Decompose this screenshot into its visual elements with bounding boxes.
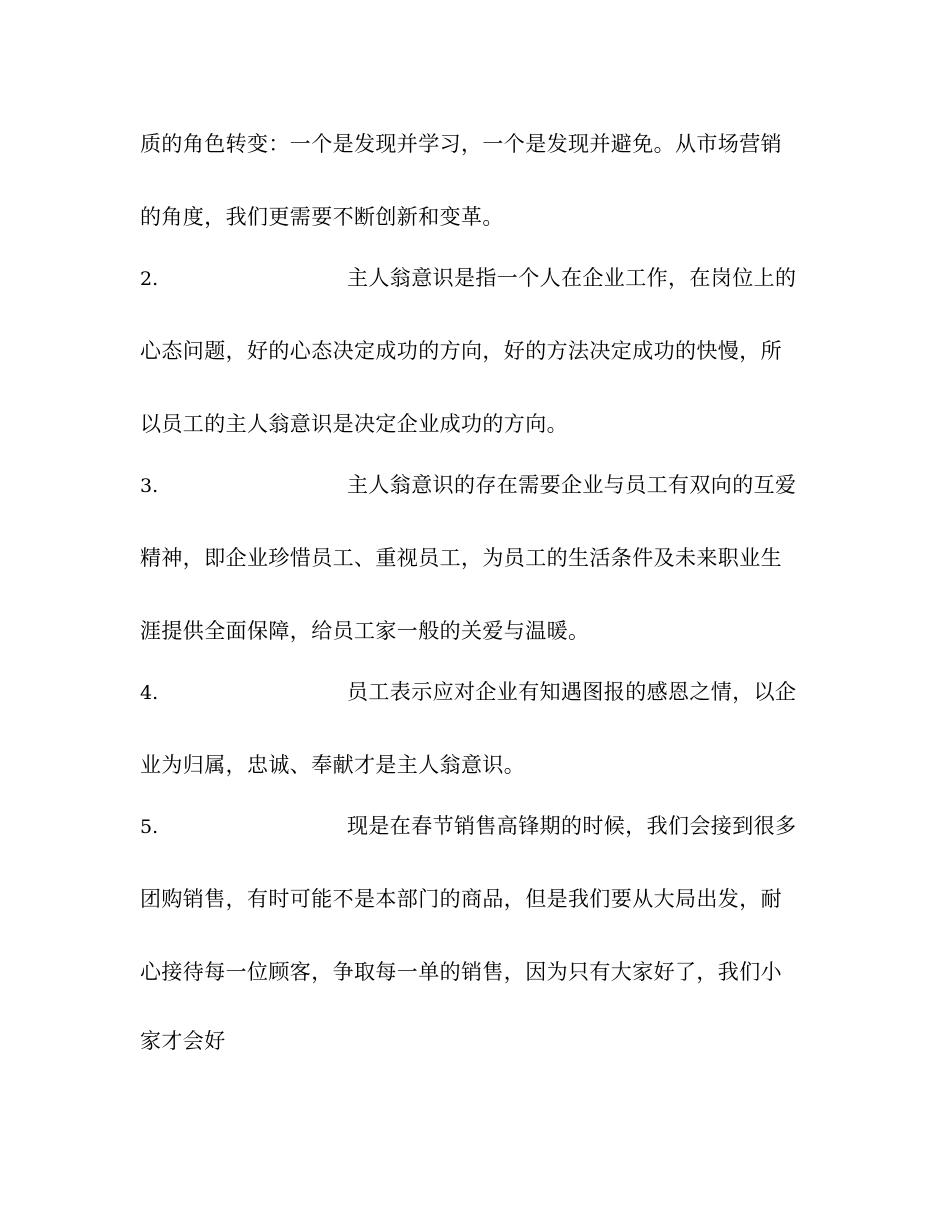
item-first-line: 员工表示应对企业有知遇图报的感恩之情，以企 [347,680,797,704]
item-number: 3. [140,475,159,497]
paragraph-line: 心接待每一位顾客，争取每一单的销售，因为只有大家好了，我们小 [140,960,782,984]
item-first-line: 现是在春节销售高锋期的时候，我们会接到很多 [347,814,797,838]
item-first-line: 主人翁意识是指一个人在企业工作，在岗位上的 [347,266,797,290]
paragraph-line: 精神，即企业珍惜员工、重视员工，为员工的生活条件及未来职业生 [140,546,782,570]
paragraph-line: 质的角色转变：一个是发现并学习，一个是发现并避免。从市场营销 [140,132,782,156]
paragraph-line: 家才会好 [140,1029,226,1053]
paragraph-line: 的角度，我们更需要不断创新和变革。 [140,205,504,229]
item-number: 2. [140,268,159,290]
item-number: 5. [140,816,159,838]
paragraph-line: 心态问题，好的心态决定成功的方向，好的方法决定成功的快慢，所 [140,339,782,363]
paragraph-line: 业为归属，忠诚、奉献才是主人翁意识。 [140,753,526,777]
item-first-line: 主人翁意识的存在需要企业与员工有双向的互爱 [347,473,797,497]
paragraph-line: 以员工的主人翁意识是决定企业成功的方向。 [140,412,568,436]
paragraph-line: 团购销售，有时可能不是本部门的商品，但是我们要从大局出发，耐 [140,887,782,911]
paragraph-line: 涯提供全面保障，给员工家一般的关爱与温暖。 [140,619,590,643]
item-number: 4. [140,682,159,704]
